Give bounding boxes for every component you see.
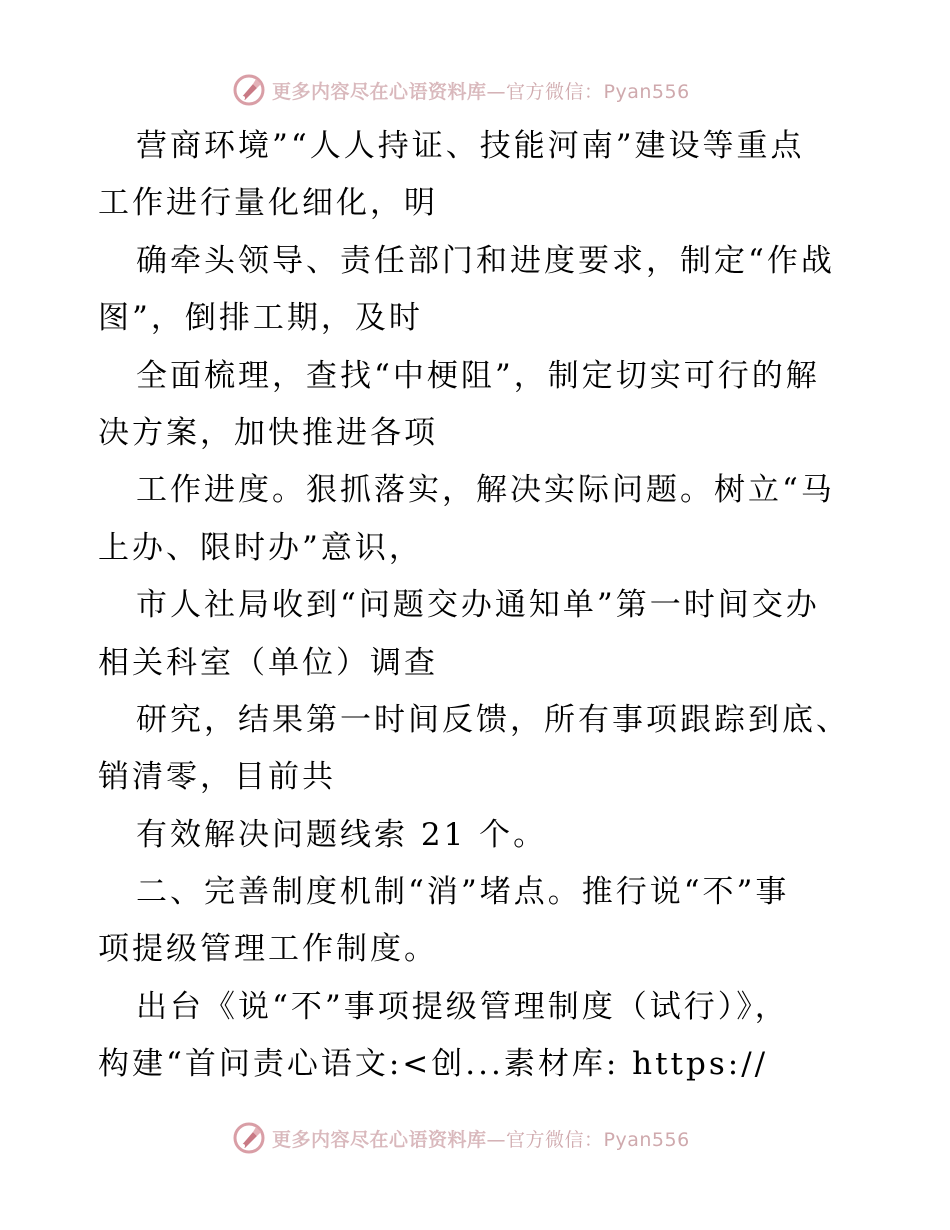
text-line: 构建“首问责心语文:<创...素材库: https:// (98, 1046, 769, 1083)
text-line: 二、完善制度机制“消”堵点。推行说“不”事 (136, 874, 790, 911)
watermark-secondary-text: —官方微信：Pyan556 (486, 1128, 690, 1151)
text-line: 图”，倒排工期，及时 (98, 300, 423, 337)
text-line: 工作进行量化细化，明 (98, 185, 438, 222)
text-line: 工作进度。狠抓落实，解决实际问题。树立“马 (136, 472, 835, 509)
text-line: 相关科室（单位）调查 (98, 644, 438, 681)
text-line: 全面梳理，查找“中梗阻”，制定切实可行的解 (136, 357, 820, 394)
text-line: 研究，结果第一时间反馈，所有事项跟踪到底、 (136, 701, 850, 738)
text-line: 上办、限时办”意识， (98, 529, 423, 566)
text-line: 确牵头领导、责任部门和进度要求，制定“作战 (136, 242, 835, 279)
text-line: 项提级管理工作制度。 (98, 931, 438, 968)
pen-nib-logo-icon (232, 73, 266, 107)
pen-nib-logo-icon (232, 1121, 266, 1155)
text-line: 销清零，目前共 (98, 759, 336, 796)
footer-watermark (232, 1118, 752, 1158)
text-line: 营商环境”“人人持证、技能河南”建设等重点 (136, 128, 805, 164)
text-line: 决方案，加快推进各项 (98, 414, 438, 451)
text-line: 市人社局收到“问题交办通知单”第一时间交办 (136, 587, 820, 624)
watermark-secondary-text: —官方微信：Pyan556 (486, 80, 690, 103)
text-line: 有效解决问题线索 21 个。 (136, 816, 548, 853)
watermark-primary-text: 更多内容尽在心语资料库 (272, 80, 487, 103)
document-body (98, 118, 858, 1094)
text-line: 出台《说“不”事项提级管理制度（试行）》， (136, 988, 789, 1025)
watermark-primary-text: 更多内容尽在心语资料库 (272, 1128, 487, 1151)
header-watermark (232, 70, 752, 110)
